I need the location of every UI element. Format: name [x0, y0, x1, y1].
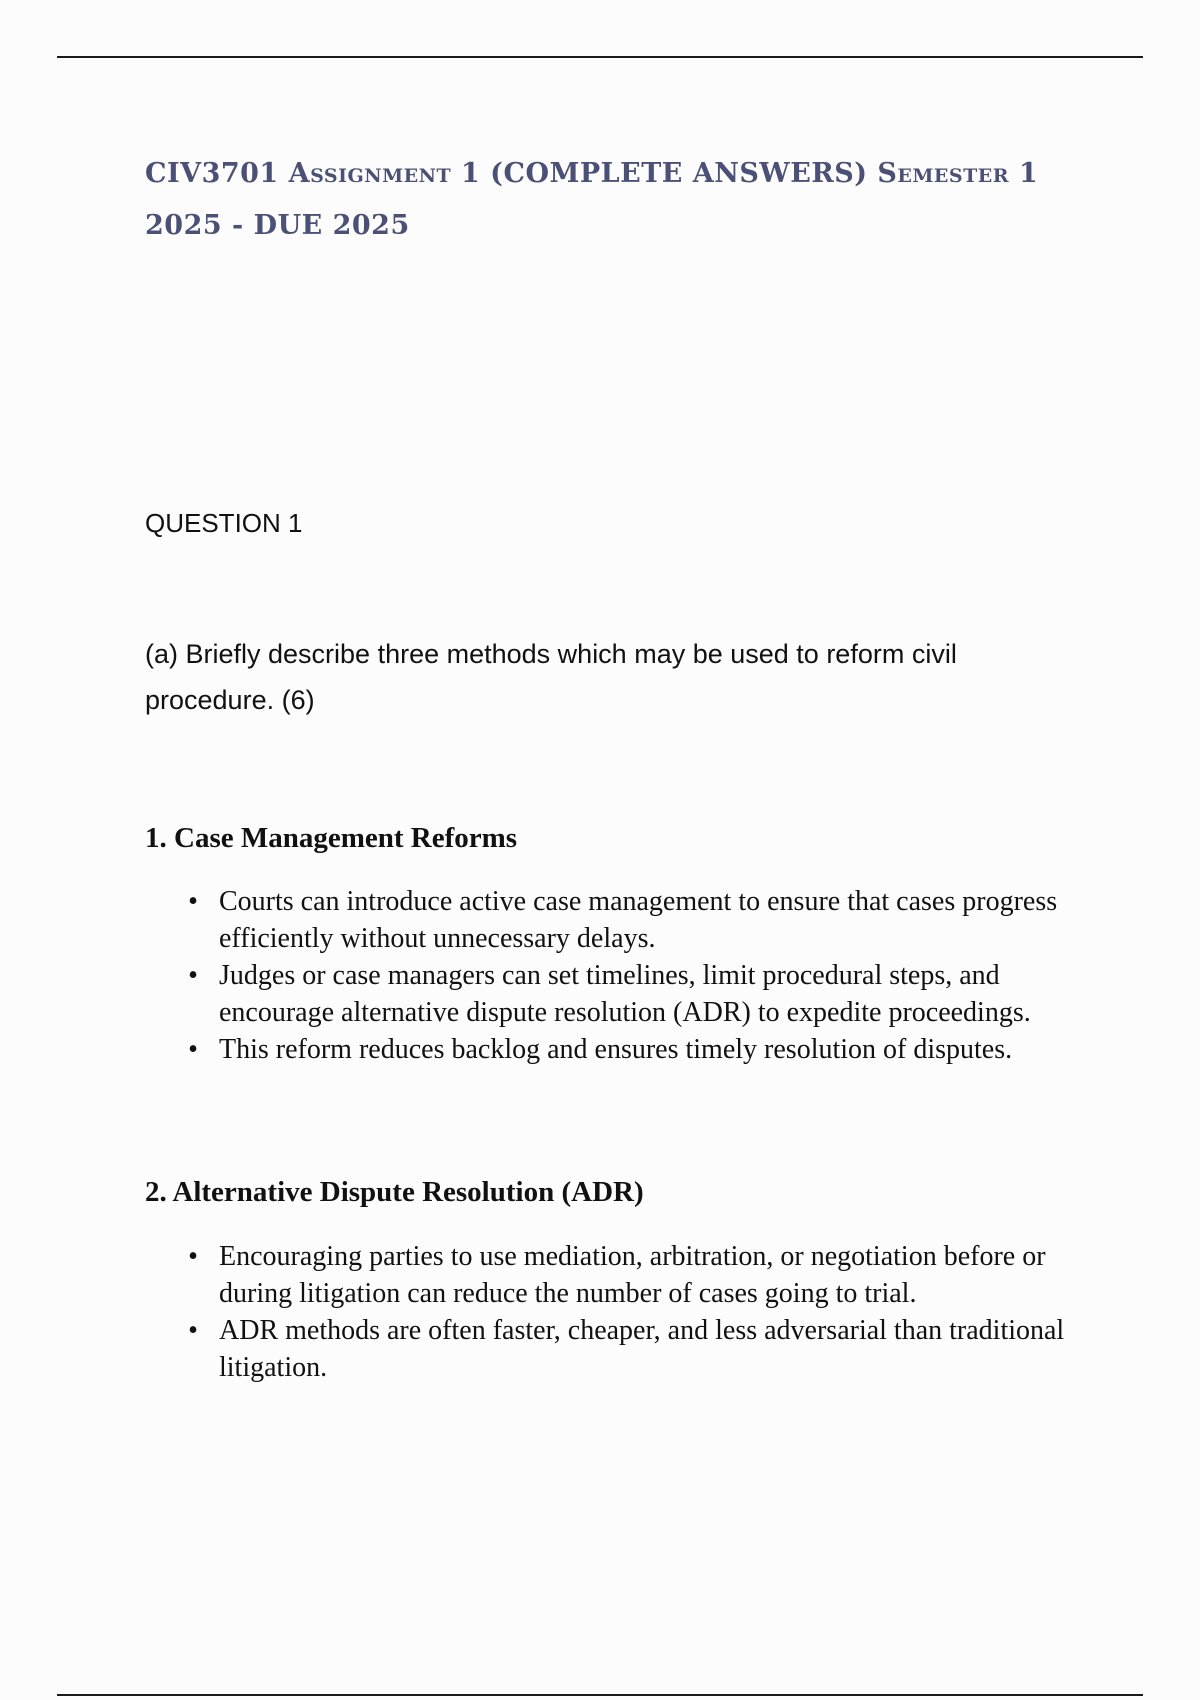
bullet-icon: •: [188, 960, 198, 991]
bullet-icon: •: [188, 1315, 198, 1346]
list-item-text: ADR methods are often faster, cheaper, and less adversarial than traditional litigation.: [219, 1315, 1065, 1383]
top-rule: [57, 56, 1143, 58]
adr-bullet-list: [145, 1238, 1095, 1386]
bullet-icon: •: [188, 886, 198, 917]
document-title: CIV3701 Assignment 1 (COMPLETE ANSWERS) Semester 1 2025 - DUE 2025: [145, 158, 1039, 241]
section-heading-case-management: 1. Case Management Reforms: [145, 822, 518, 854]
list-item: [145, 1031, 1095, 1068]
list-item-text: Judges or case managers can set timelines, limit procedural steps, and encourage alternative dispute resolution (ADR) to expedite proceedings.: [219, 960, 1031, 1028]
list-item-text: Courts can introduce active case management to ensure that cases progress efficiently without unnecessary delays.: [219, 886, 1058, 954]
list-item-text: This reform reduces backlog and ensures timely resolution of disputes.: [219, 1034, 1013, 1065]
list-item: [145, 957, 1095, 1031]
list-item-text: Encouraging parties to use mediation, arbitration, or negotiation before or during litigation can reduce the number of cases going to trial.: [219, 1241, 1046, 1309]
bottom-rule: [57, 1694, 1143, 1696]
bullet-icon: •: [188, 1241, 198, 1272]
list-item: [145, 883, 1095, 957]
section-heading-adr: 2. Alternative Dispute Resolution (ADR): [145, 1176, 644, 1208]
question-label: QUESTION 1: [145, 508, 303, 538]
list-item: [145, 1312, 1095, 1386]
question-text: (a) Briefly describe three methods which may be used to reform civil procedure. (6): [145, 639, 957, 715]
case-management-bullet-list: [145, 883, 1095, 1068]
bullet-icon: •: [188, 1034, 198, 1065]
list-item: [145, 1238, 1095, 1312]
